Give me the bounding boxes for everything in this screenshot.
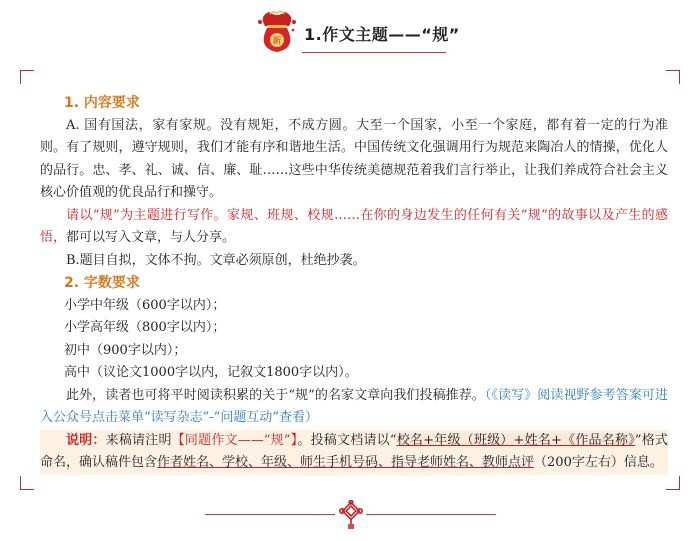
word-limit-primary-high: 小学高年级（800字以内）；: [64, 320, 226, 335]
note-text-2: 。投稿文档请以“: [297, 432, 397, 448]
submission-note: [40, 430, 668, 475]
extra-text: 此外，读者也可将平时阅读积累的关于“规”的名家文章向我们投稿推荐。: [66, 387, 485, 403]
word-limit-primary-mid: 小学中年级（600字以内）；: [64, 297, 226, 313]
note-text-3: ”格式命名，确认稿件包含: [40, 432, 668, 470]
menu-reference-link[interactable]: （《读写》阅读视野参考答案可进入公众号点击菜单“读写杂志”-“问题互动”查看）: [40, 387, 668, 425]
word-count-heading: 2. 字数要求: [64, 275, 140, 291]
prompt-tail-text: 都可以写入文章，与人分享。: [66, 230, 236, 245]
footer-line-right: [366, 514, 496, 515]
footer-ornament: [0, 500, 700, 530]
paragraph-b: B.题目自拟，文体不拘。文章必须原创，杜绝抄袭。: [66, 252, 366, 268]
title-underline: [302, 52, 446, 53]
chinese-knot-icon: [338, 500, 364, 530]
note-label: 说明：: [66, 432, 106, 448]
page-title: 1.作文主题——“规”: [304, 25, 460, 44]
article-header: [0, 8, 700, 58]
paragraph-a: A. 国有国法，家有家规。没有规矩，不成方圆。大至一个国家，小至一个家庭，都有着一定的行为准则。有了规则，遵守规则，我们才能有序和谐地生活。中国传统文化强调用行为规范来陶冶人的情操，优化人的品行。忠、孝、礼、诚、信、廉、耻……这些中华传统美德规范着我们言行举止，让我们养成符合社会主义核心价值观的优良品行和操守。: [40, 117, 668, 200]
word-limit-junior: 初中（900字以内）；: [64, 342, 187, 358]
file-name-format: 校名+年级（班级）+姓名+《作品名称》: [396, 432, 635, 448]
article-body: [40, 92, 668, 475]
paragraph-extra: [40, 385, 668, 430]
pouch-badge: 新: [272, 36, 282, 47]
note-text-1: 来稿请注明: [105, 432, 172, 448]
note-text-4: （200字左右）信息。: [534, 455, 663, 470]
lucky-pouch-icon: [255, 8, 299, 54]
footer-line-left: [205, 514, 335, 515]
content-requirements-heading: 1. 内容要求: [64, 95, 140, 111]
prompt-red-text: 请以“规”为主题进行写作。家规、班规、校规……在你的身边发生的任何有关“规”的故事以及产生的感悟，: [40, 207, 668, 245]
required-fields: 作者姓名、学校、年级、师生手机号码、指导老师姓名、教师点评: [157, 455, 535, 470]
note-tag: 【同题作文——“规”】: [171, 432, 298, 448]
paragraph-prompt: [40, 205, 668, 250]
word-limit-senior: 高中（议论文1000字以内，记叙文1800字以内）。: [64, 365, 358, 380]
